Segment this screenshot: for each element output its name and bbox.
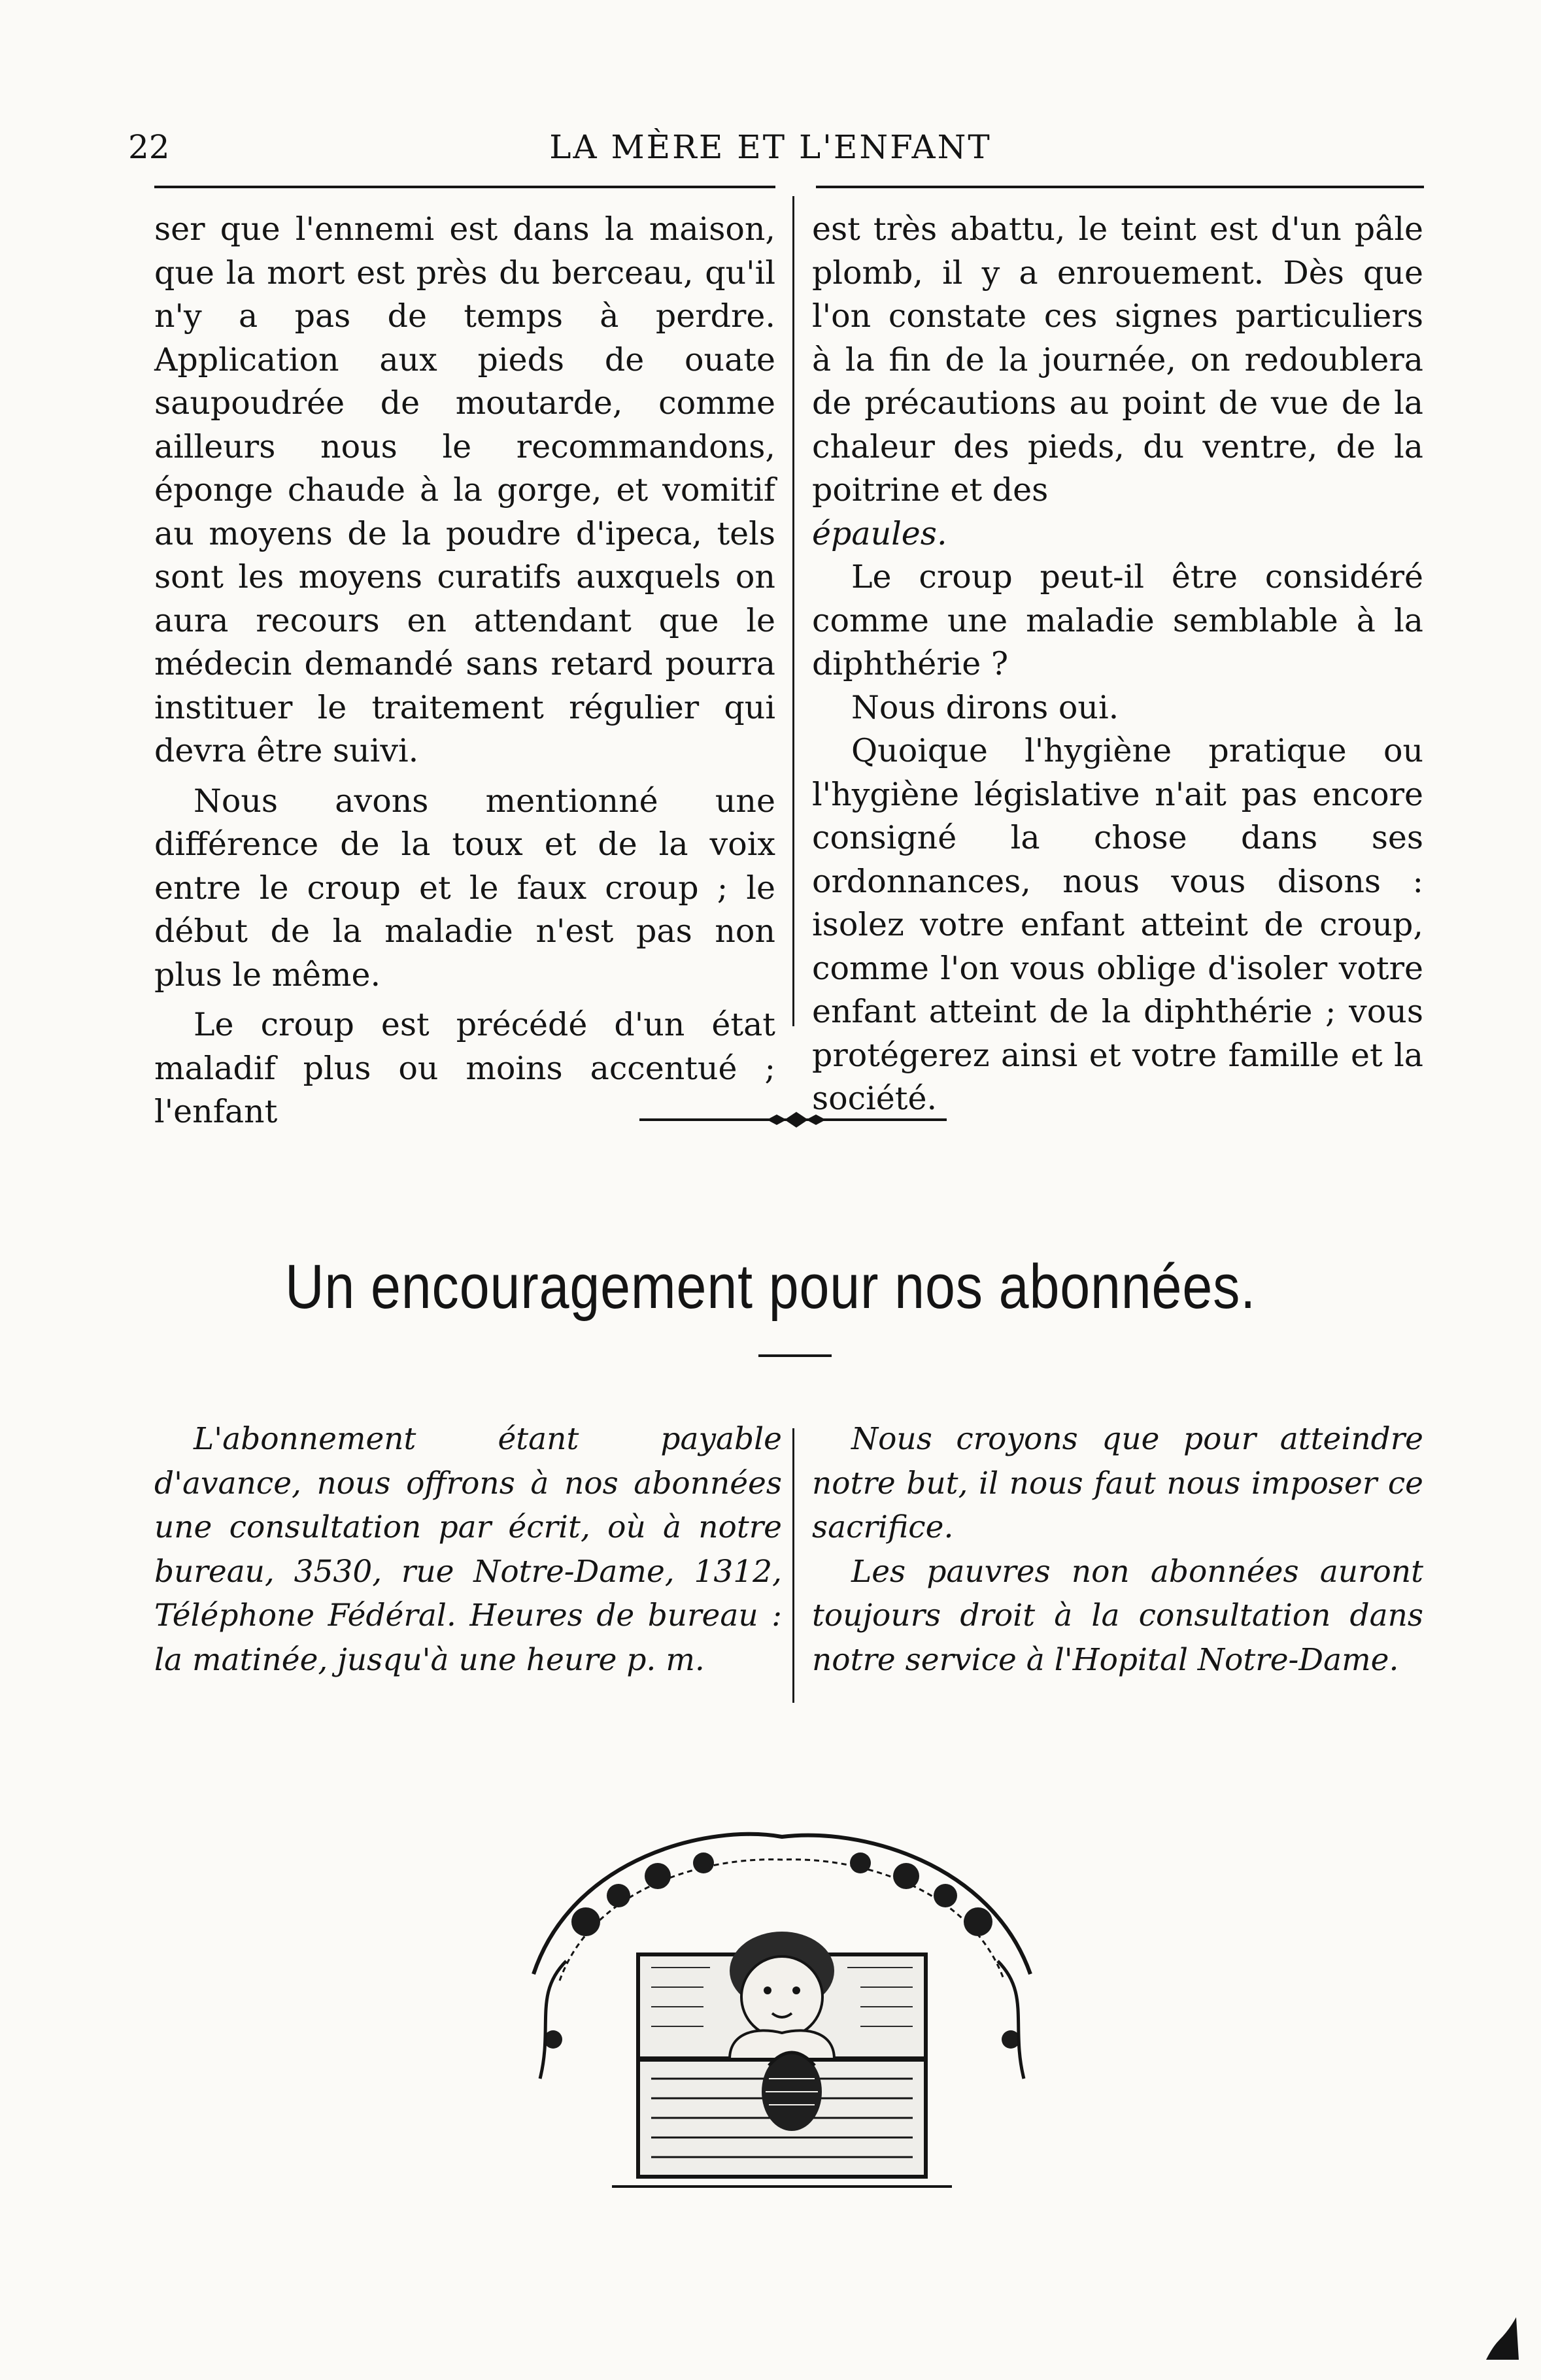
- right-paragraph-1: est très abattu, le teint est d'un pâle plomb, il y a enrouement. Dès que l'on constate ces signes particuliers à la fin de la journée, on redoublera de précautions au point de vue de la chaleur des pieds, du ventre, de la poitrine et des: [812, 210, 1423, 509]
- title-rule: [758, 1354, 832, 1357]
- header-rule-left: [154, 186, 775, 188]
- notice-right: [812, 1417, 1423, 1682]
- child-vignette-illustration: [494, 1830, 1070, 2196]
- left-column: [154, 208, 775, 1134]
- right-paragraph-1-end: [812, 512, 1423, 556]
- notice-right-paragraph-2: Les pauvres non abonnées auront toujours droit à la consultation dans notre service à l'Hopital Notre-Dame.: [812, 1553, 1423, 1678]
- running-header: LA MÈRE ET L'ENFANT: [549, 128, 992, 166]
- notice-left-text: L'abonnement étant payable d'avance, nous offrons à nos abonnées une consultation par écrit, où à notre bureau, 3530, rue Notre-Dame, 1312, Téléphone Fédéral. Heures de bureau : la matinée, jusqu'à une heure p. m.: [154, 1421, 782, 1678]
- right-paragraph-2: Le croup peut-il être considéré comme une maladie semblable à la diphthérie ?: [812, 558, 1423, 682]
- right-paragraph-3: Nous dirons oui.: [851, 688, 1119, 726]
- left-paragraph-3: Le croup est précédé d'un état maladif plus ou moins accentué ; l'enfant: [154, 1006, 775, 1130]
- left-paragraph-2: Nous avons mentionné une différence de la toux et de la voix entre le croup et le faux croup ; le début de la maladie n'est pas non plus le même.: [154, 782, 775, 994]
- right-paragraph-4: Quoique l'hygiène pratique ou l'hygiène législative n'ait pas encore consigné la chose dans ses ordonnances, nous vous disons : isolez votre enfant atteint de croup, comme l'on vous oblige d'isoler votre enfant atteint de la diphthérie ; vous protégerez ainsi et votre famille et la société.: [812, 732, 1423, 1117]
- header-rule-right: [816, 186, 1424, 188]
- right-italic-word: épaules.: [812, 514, 947, 552]
- notice-right-paragraph-1: Nous croyons que pour atteindre notre but, il nous faut nous imposer ce sacrifice.: [812, 1421, 1423, 1545]
- section-title: Un encouragement pour nos abonnées.: [284, 1252, 1257, 1322]
- notice-left: [154, 1417, 782, 1682]
- ornament-divider: [639, 1107, 947, 1133]
- right-column: [812, 208, 1423, 1121]
- page-number: 22: [128, 128, 170, 166]
- column-divider-top: [792, 196, 794, 1026]
- column-divider-bottom: [792, 1428, 794, 1703]
- corner-stamp-icon: [1480, 2304, 1525, 2363]
- left-paragraph-1: ser que l'ennemi est dans la maison, que la mort est près du berceau, qu'il n'y a pas de temps à perdre. Application aux pieds de ouate saupoudrée de moutarde, comme ailleurs nous le recommandons, éponge chaude à la gorge, et vomitif au moyens de la poudre d'ipeca, tels sont les moyens curatifs auxquels on aura recours en attendant que le médecin demandé sans retard pourra instituer le traitement régulier qui devra être suivi.: [154, 210, 775, 769]
